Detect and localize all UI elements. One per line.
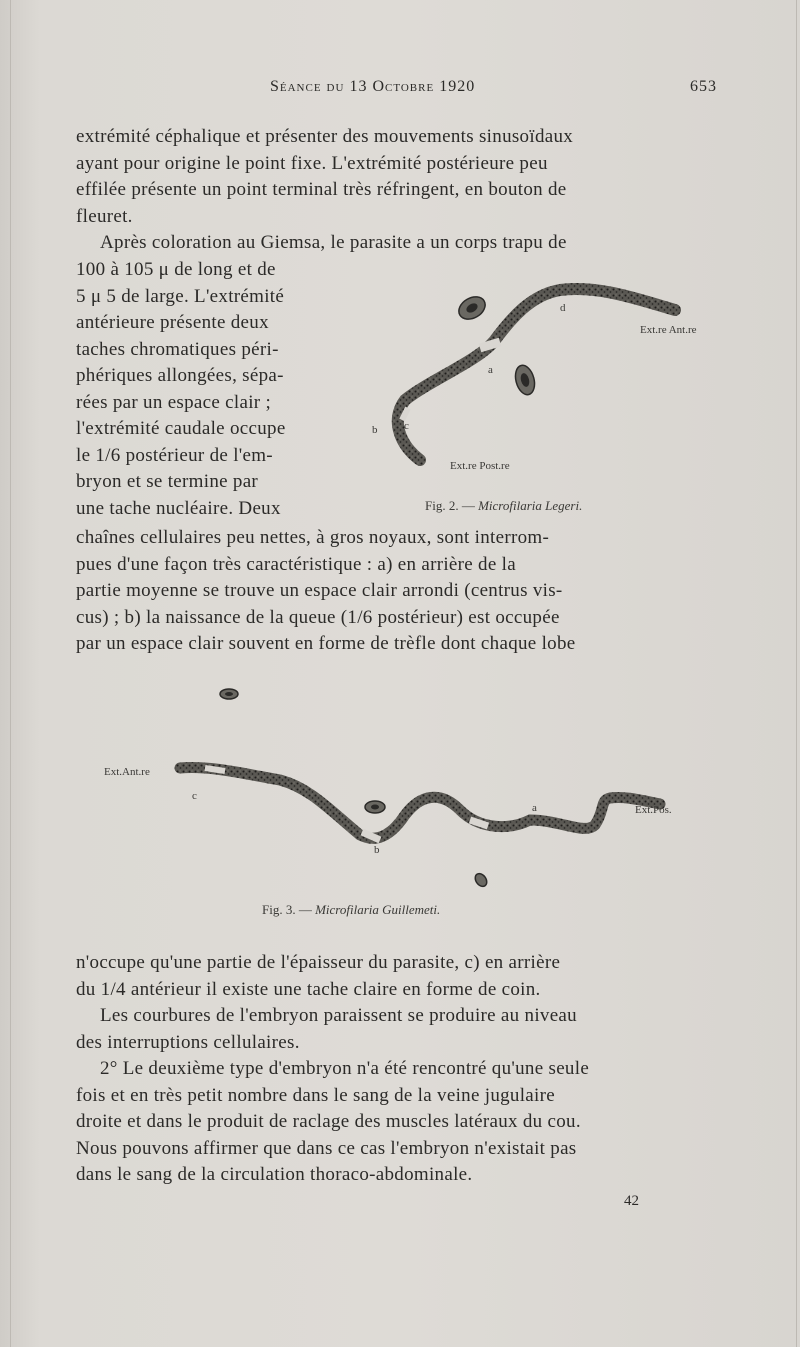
text-line: fleuret. [76, 205, 133, 227]
text-line: partie moyenne se trouve un espace clair arrondi (centrus vis- [76, 580, 563, 601]
fig2-label-c: c [404, 420, 409, 432]
text-line: des interruptions cellulaires. [76, 1031, 300, 1053]
paragraph-1 [76, 124, 712, 230]
text-line: Après coloration au Giemsa, le parasite a un corps trapu de [100, 232, 567, 253]
paragraph-2-first-line [76, 230, 712, 257]
text-line: ayant pour origine le point fixe. L'extrémité postérieure peu [76, 152, 548, 174]
text-line: rées par un espace clair ; [76, 391, 272, 413]
figure-3-caption [262, 902, 440, 918]
text-line: fois et en très petit nombre dans le sang de la veine jugulaire [76, 1084, 555, 1106]
paragraph-2-narrow [76, 257, 344, 522]
fig2-label-post: Ext.re Post.re [450, 460, 510, 472]
text-line: 100 à 105 μ de long et de [76, 259, 276, 280]
text-line: effilée présente un point terminal très réfringent, en bouton de [76, 179, 567, 200]
text-line: droite et dans le produit de raclage des muscles latéraux du cou. [76, 1111, 581, 1132]
text-line: chaînes cellulaires peu nettes, à gros noyaux, sont interrom- [76, 527, 550, 548]
text-line: par un espace clair souvent en forme de trèfle dont chaque lobe [76, 633, 576, 654]
text-line: antérieure présente deux [76, 312, 269, 333]
page-edge-left [10, 0, 11, 1347]
figure-2-drawing [360, 270, 690, 485]
fig2-label-d: d [560, 302, 566, 314]
text-line: phériques allongées, sépa- [76, 365, 284, 386]
fig3-label-ant: Ext.Ant.re [104, 766, 150, 778]
text-line: l'extrémité caudale occupe [76, 418, 286, 439]
header-title: Séance du 13 Octobre 1920 [270, 78, 476, 95]
fig3-caption-prefix: Fig. 3. — [262, 902, 312, 917]
text-line: bryon et se termine par [76, 471, 259, 492]
fig2-label-ant: Ext.re Ant.re [640, 324, 697, 336]
text-line: taches chromatiques péri- [76, 338, 279, 360]
text-line: dans le sang de la circulation thoraco-abdominale. [76, 1164, 473, 1185]
text-line: pues d'une façon très caractéristique : a) en arrière de la [76, 553, 516, 575]
paragraph-4 [76, 1003, 712, 1056]
running-header [0, 78, 800, 102]
page-edge-right [796, 0, 797, 1347]
figure-3-drawing [170, 680, 690, 890]
fig3-label-post: Ext.Pos. [635, 804, 672, 816]
fig2-label-b: b [372, 424, 378, 436]
fig2-caption-prefix: Fig. 2. — [425, 498, 475, 513]
text-line: 5 μ 5 de large. L'extrémité [76, 285, 285, 307]
text-line: Nous pouvons affirmer que dans ce cas l'embryon n'existait pas [76, 1137, 577, 1159]
paragraph-2-full [76, 525, 712, 658]
text-line: une tache nucléaire. Deux [76, 497, 281, 519]
text-line: n'occupe qu'une partie de l'épaisseur du parasite, c) en arrière [76, 952, 561, 973]
text-line: le 1/6 postérieur de l'em- [76, 444, 273, 466]
fig3-caption-name: Microfilaria Guillemeti. [315, 902, 441, 917]
fig3-label-c: c [192, 790, 197, 802]
text-line: 2° Le deuxième type d'embryon n'a été rencontré qu'une seule [100, 1058, 590, 1079]
fig3-label-a: a [532, 802, 537, 814]
paragraph-5 [76, 1056, 712, 1189]
text-line: Les courbures de l'embryon paraissent se produire au niveau [100, 1005, 577, 1026]
page-number: 653 [690, 78, 717, 95]
text-line: extrémité céphalique et présenter des mouvements sinusoïdaux [76, 126, 574, 147]
text-line: du 1/4 antérieur il existe une tache claire en forme de coin. [76, 978, 541, 1000]
figure-2-caption [425, 498, 582, 514]
text-line: cus) ; b) la naissance de la queue (1/6 postérieur) est occupée [76, 606, 560, 628]
signature-mark: 42 [624, 1193, 639, 1209]
fig2-label-a: a [488, 364, 493, 376]
paragraph-3 [76, 950, 712, 1003]
fig3-label-b: b [374, 844, 380, 856]
fig2-caption-name: Microfilaria Legeri. [478, 498, 583, 513]
